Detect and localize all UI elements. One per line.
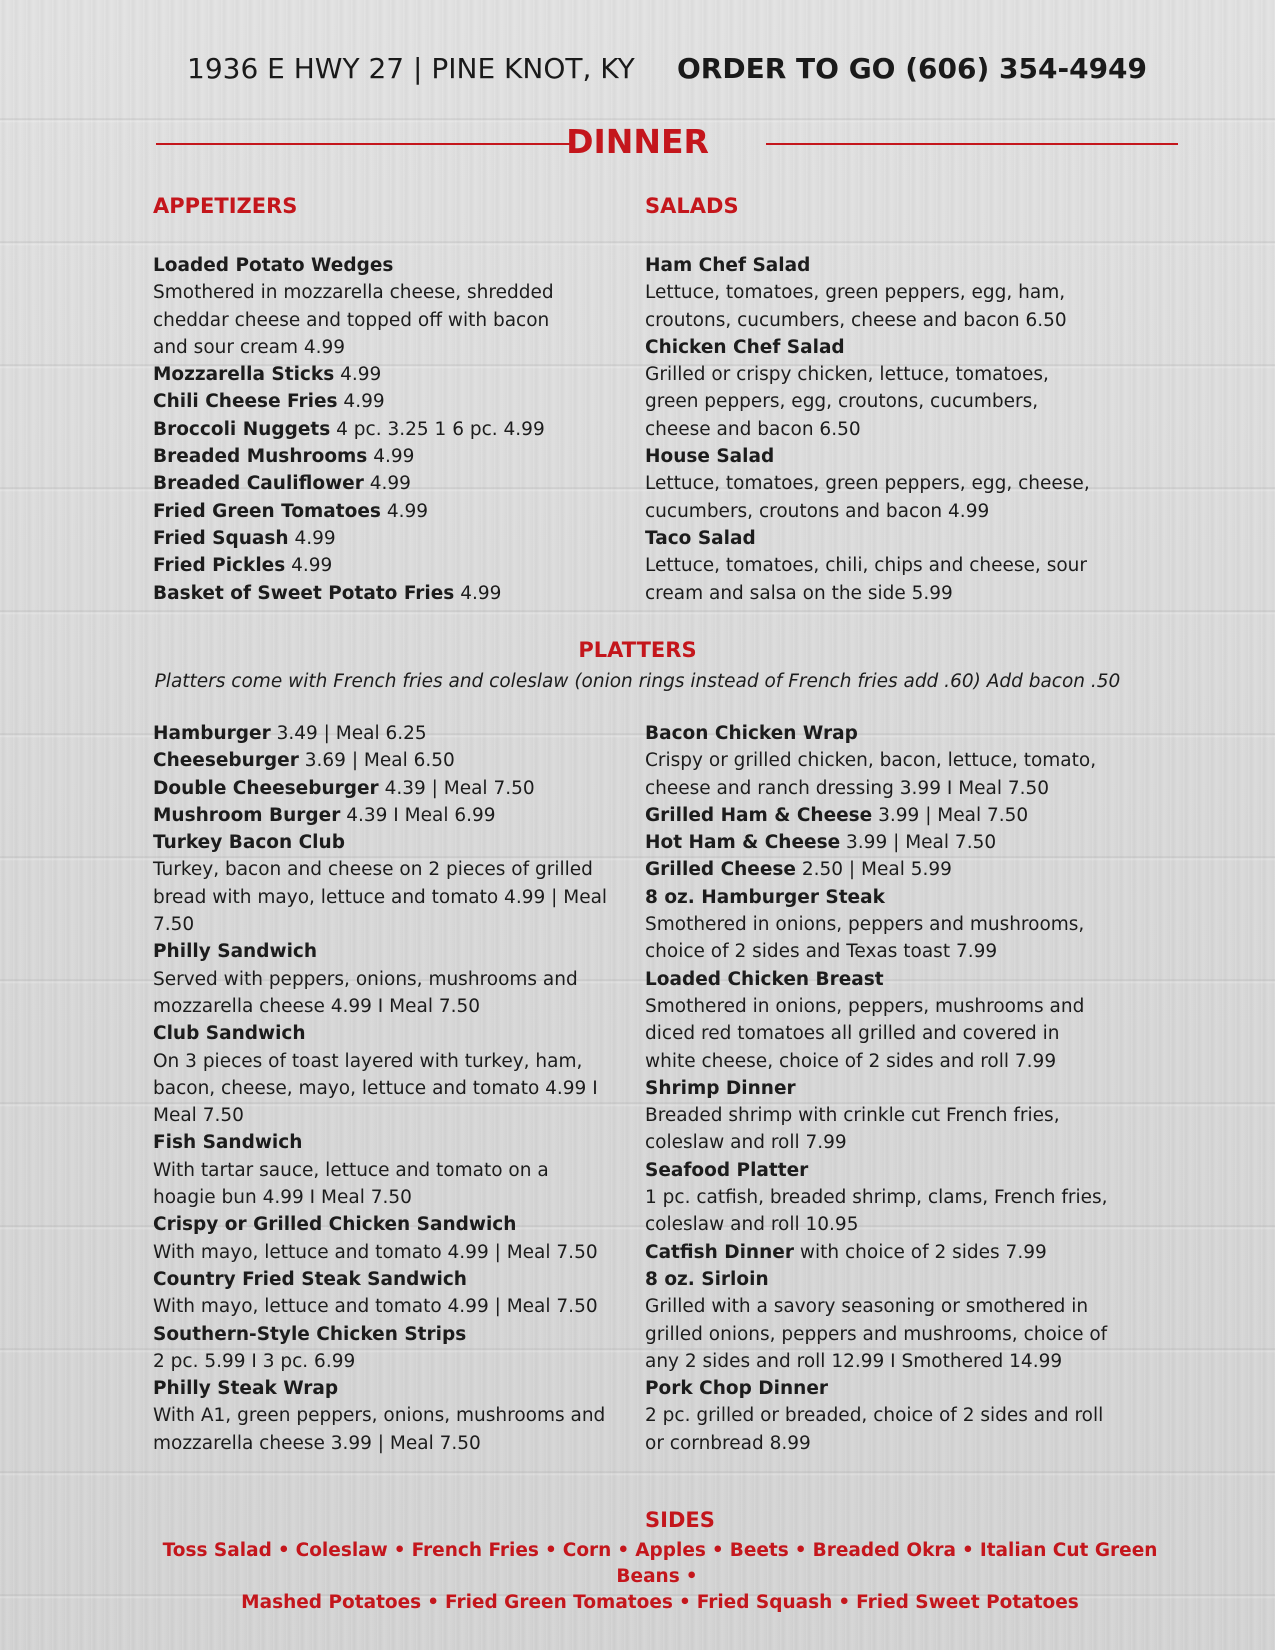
item-name: Chicken Chef Salad xyxy=(645,336,845,358)
menu-item xyxy=(153,720,613,747)
item-desc: with choice of 2 sides 7.99 xyxy=(799,1241,1047,1263)
menu-item xyxy=(153,552,573,579)
item-desc: 3.69 | Meal 6.50 xyxy=(304,750,455,772)
menu-item xyxy=(645,829,1115,856)
item-name: Shrimp Dinner xyxy=(645,1077,796,1099)
item-name: Turkey Bacon Club xyxy=(153,832,345,854)
item-name: 8 oz. Hamburger Steak xyxy=(645,886,885,908)
address: 1936 E HWY 27 | PINE KNOT, KY xyxy=(187,52,635,85)
menu-item xyxy=(645,1157,1115,1239)
menu-item xyxy=(153,1375,613,1457)
item-name: Loaded Chicken Breast xyxy=(645,968,884,990)
menu-item xyxy=(645,443,1095,525)
item-name: Cheeseburger xyxy=(153,750,299,772)
separator: • xyxy=(277,1540,290,1561)
item-desc: Lettuce, tomatoes, green peppers, egg, ham, croutons, cucumbers, cheese and bacon 6.50 xyxy=(645,282,1067,331)
item-name: Mozzarella Sticks xyxy=(153,364,335,386)
item-name: Bacon Chicken Wrap xyxy=(645,723,858,744)
item-name: Taco Salad xyxy=(645,527,756,549)
item-desc: Breaded shrimp with crinkle cut French fries, coleslaw and roll 7.99 xyxy=(645,1105,1060,1154)
sides-heading: SIDES xyxy=(645,1508,715,1532)
separator: • xyxy=(685,1566,698,1587)
platters-right-list xyxy=(645,720,1115,1457)
item-desc: 4.99 xyxy=(460,582,502,604)
menu-item xyxy=(645,1075,1115,1157)
menu-item xyxy=(153,802,613,829)
side-item: Fried Squash xyxy=(696,1592,833,1613)
menu-item xyxy=(645,1266,1115,1375)
item-name: Hamburger xyxy=(153,723,271,744)
item-desc: 4.99 xyxy=(343,391,385,413)
item-name: Club Sandwich xyxy=(153,1023,306,1045)
appetizers-heading: APPETIZERS xyxy=(153,194,298,218)
title-rule-right xyxy=(766,143,1178,145)
menu-item xyxy=(153,938,613,1020)
item-name: Fried Green Tomatoes xyxy=(153,500,381,522)
item-desc: Smothered in onions, peppers and mushrooms, choice of 2 sides and Texas toast 7.99 xyxy=(645,914,1085,963)
item-desc: With mayo, lettuce and tomato 4.99 | Meal 7.50 xyxy=(153,1296,598,1318)
menu-item xyxy=(645,334,1095,443)
item-desc: 4.39 | Meal 7.50 xyxy=(384,777,535,799)
item-desc: Grilled with a savory seasoning or smothered in grilled onions, peppers and mushrooms, choice of any 2 sides and roll 12.99 I Smothered 14.99 xyxy=(645,1296,1108,1372)
menu-item xyxy=(153,252,573,361)
menu-item xyxy=(153,1266,613,1321)
item-name: Fish Sandwich xyxy=(153,1132,303,1154)
menu-item xyxy=(153,1020,613,1129)
item-name: Double Cheeseburger xyxy=(153,777,379,799)
separator: • xyxy=(711,1540,724,1561)
item-desc: Lettuce, tomatoes, green peppers, egg, cheese, cucumbers, croutons and bacon 4.99 xyxy=(645,473,1090,522)
menu-item xyxy=(153,470,573,497)
menu-item xyxy=(645,802,1115,829)
item-desc: 3.99 | Meal 7.50 xyxy=(878,804,1029,826)
side-item: Apples xyxy=(635,1540,706,1561)
item-name: Crispy or Grilled Chicken Sandwich xyxy=(153,1214,517,1236)
item-desc: 3.99 | Meal 7.50 xyxy=(846,832,997,854)
side-item: Toss Salad xyxy=(162,1540,272,1561)
platters-note: Platters come with French fries and coleslaw (onion rings instead of French fries add .60) Add bacon .50 xyxy=(154,671,1121,692)
item-name: Mushroom Burger xyxy=(153,804,341,826)
side-item: Coleslaw xyxy=(295,1540,388,1561)
item-desc: With mayo, lettuce and tomato 4.99 | Meal 7.50 xyxy=(153,1241,598,1263)
item-name: House Salad xyxy=(645,446,775,468)
item-desc: 1 pc. catfish, breaded shrimp, clams, French fries, coleslaw and roll 10.95 xyxy=(645,1187,1108,1236)
platters-left-list xyxy=(153,720,613,1457)
item-desc: Served with peppers, onions, mushrooms and mozzarella cheese 4.99 I Meal 7.50 xyxy=(153,968,578,1017)
item-desc: Crispy or grilled chicken, bacon, lettuce, tomato, cheese and ranch dressing 3.99 I Meal 7.50 xyxy=(645,750,1097,799)
menu-item xyxy=(645,884,1115,966)
item-desc: On 3 pieces of toast layered with turkey, ham, bacon, cheese, mayo, lettuce and tomato 4.99 I Meal 7.50 xyxy=(153,1050,598,1127)
separator: • xyxy=(838,1592,851,1613)
title-row xyxy=(0,118,1275,168)
menu-item xyxy=(153,443,573,470)
item-desc: 2.50 | Meal 5.99 xyxy=(801,859,952,881)
side-item: Beets xyxy=(729,1540,789,1561)
platters-heading: PLATTERS xyxy=(578,638,697,662)
menu-item xyxy=(153,498,573,525)
item-desc: Smothered in onions, peppers, mushrooms and diced red tomatoes all grilled and covered in white cheese, choice of 2 sides and roll 7.99 xyxy=(645,995,1085,1072)
separator: • xyxy=(794,1540,807,1561)
item-name: Hot Ham & Cheese xyxy=(645,832,841,854)
item-name: Country Fried Steak Sandwich xyxy=(153,1268,467,1290)
menu-item xyxy=(645,1239,1115,1266)
item-desc: 4.99 xyxy=(369,473,411,495)
item-name: Broccoli Nuggets xyxy=(153,418,331,440)
item-desc: 2 pc. grilled or breaded, choice of 2 sides and roll or cornbread 8.99 xyxy=(645,1405,1104,1454)
item-name: Grilled Ham & Cheese xyxy=(645,804,873,826)
item-name: 8 oz. Sirloin xyxy=(645,1268,769,1290)
item-name: Seafood Platter xyxy=(645,1159,809,1181)
side-item: Italian Cut Green Beans xyxy=(616,1540,1158,1587)
salads-heading: SALADS xyxy=(645,194,739,218)
item-desc: 4 pc. 3.25 1 6 pc. 4.99 xyxy=(336,418,545,440)
menu-item xyxy=(153,829,613,938)
menu-item xyxy=(645,1375,1115,1457)
item-desc: 4.39 I Meal 6.99 xyxy=(346,804,496,826)
item-desc: Turkey, bacon and cheese on 2 pieces of grilled bread with mayo, lettuce and tomato 4.99 | Meal 7.50 xyxy=(153,859,608,936)
side-item: Mashed Potatoes xyxy=(241,1592,422,1613)
item-desc: With tartar sauce, lettuce and tomato on a hoagie bun 4.99 I Meal 7.50 xyxy=(153,1159,549,1209)
item-name: Fried Squash xyxy=(153,527,289,549)
menu-item xyxy=(153,580,573,607)
menu-item xyxy=(153,747,613,774)
item-name: Southern-Style Chicken Strips xyxy=(153,1323,467,1345)
item-desc: 4.99 xyxy=(340,364,382,386)
side-item: Breaded Okra xyxy=(812,1540,956,1561)
separator: • xyxy=(617,1540,630,1561)
item-desc: Grilled or crispy chicken, lettuce, tomatoes, green peppers, egg, croutons, cucumbers, cheese and bacon 6.50 xyxy=(645,364,1049,440)
item-name: Fried Pickles xyxy=(153,555,286,577)
menu-item xyxy=(153,361,573,388)
menu-item xyxy=(645,966,1115,1075)
item-desc: Smothered in mozzarella cheese, shredded cheddar cheese and topped off with bacon and sour cream 4.99 xyxy=(153,282,554,358)
separator: • xyxy=(427,1592,440,1613)
menu-item xyxy=(153,1321,613,1376)
appetizers-list xyxy=(153,252,573,607)
item-name: Grilled Cheese xyxy=(645,859,796,881)
item-desc: With A1, green peppers, onions, mushrooms and mozzarella cheese 3.99 | Meal 7.50 xyxy=(153,1405,606,1454)
menu-item xyxy=(153,388,573,415)
side-item: Fried Sweet Potatoes xyxy=(856,1592,1079,1613)
item-name: Philly Steak Wrap xyxy=(153,1378,339,1400)
sides-list xyxy=(160,1538,1160,1616)
item-name: Catfish Dinner xyxy=(645,1241,794,1263)
separator: • xyxy=(544,1540,557,1561)
side-item: Corn xyxy=(562,1540,612,1561)
menu-item xyxy=(645,720,1115,802)
menu-item xyxy=(153,775,613,802)
menu-item xyxy=(153,1129,613,1211)
separator: • xyxy=(393,1540,406,1561)
item-desc: 4.99 xyxy=(294,527,336,549)
item-name: Breaded Mushrooms xyxy=(153,446,368,468)
salads-list xyxy=(645,252,1095,607)
separator: • xyxy=(678,1592,691,1613)
item-name: Ham Chef Salad xyxy=(645,255,811,276)
page-title: DINNER xyxy=(566,122,709,161)
item-desc: Lettuce, tomatoes, chili, chips and cheese, sour cream and salsa on the side 5.99 xyxy=(645,555,1087,604)
menu-item xyxy=(153,416,573,443)
menu-item xyxy=(645,525,1095,607)
item-desc: 4.99 xyxy=(386,500,429,522)
item-desc: 4.99 xyxy=(291,555,333,577)
side-item: French Fries xyxy=(411,1540,539,1561)
item-desc: 3.49 | Meal 6.25 xyxy=(276,723,427,744)
item-name: Pork Chop Dinner xyxy=(645,1378,828,1400)
item-name: Basket of Sweet Potato Fries xyxy=(153,582,455,604)
menu-item xyxy=(645,856,1115,883)
item-desc: 4.99 xyxy=(373,446,415,468)
menu-item xyxy=(153,1211,613,1266)
item-name: Chili Cheese Fries xyxy=(153,391,338,413)
item-name: Loaded Potato Wedges xyxy=(153,255,394,276)
item-name: Philly Sandwich xyxy=(153,941,318,963)
side-item: Fried Green Tomatoes xyxy=(445,1592,673,1613)
item-desc: 2 pc. 5.99 I 3 pc. 6.99 xyxy=(153,1350,356,1372)
order-phone: ORDER TO GO (606) 354-4949 xyxy=(677,52,1148,85)
menu-item xyxy=(645,252,1095,334)
menu-item xyxy=(153,525,573,552)
separator: • xyxy=(961,1540,974,1561)
item-name: Breaded Cauliflower xyxy=(153,473,364,495)
